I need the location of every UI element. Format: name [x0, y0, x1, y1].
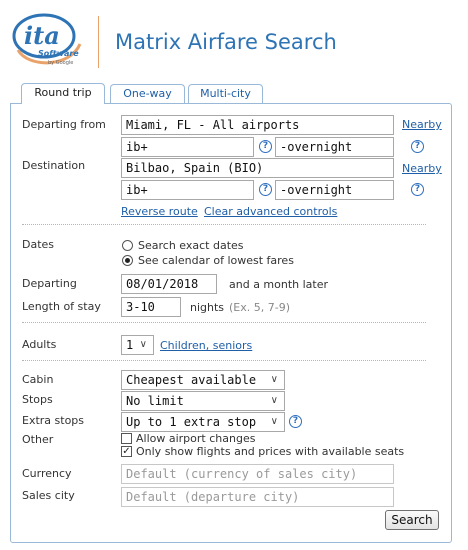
departing-date-input[interactable]: 08/01/2018: [121, 274, 217, 294]
chevron-down-icon: ∨: [139, 339, 147, 350]
svg-text:Software: Software: [38, 49, 79, 58]
cabin-select[interactable]: [121, 370, 285, 390]
tab-one-way[interactable]: One-way: [110, 84, 185, 103]
search-button[interactable]: Search: [385, 510, 439, 530]
destination-routing-input[interactable]: ib+: [121, 180, 254, 200]
adults-value: 1: [126, 338, 134, 352]
adults-label: Adults: [22, 338, 57, 351]
ita-software-logo: [10, 10, 90, 72]
logo-mark: ita: [24, 21, 60, 50]
departing-label: Departing: [22, 277, 77, 290]
departing-routing-input[interactable]: ib+: [121, 137, 254, 157]
calendar-label: See calendar of lowest fares: [138, 254, 294, 267]
other-label: Other: [22, 433, 54, 446]
allow-airport-changes-checkbox[interactable]: [121, 433, 132, 444]
exact-dates-label: Search exact dates: [138, 239, 244, 252]
currency-input[interactable]: Default (currency of sales city): [121, 464, 394, 484]
routing-help-icon[interactable]: ?: [259, 140, 272, 153]
children-seniors-link[interactable]: Children, seniors: [160, 339, 253, 352]
chevron-down-icon: ∨: [270, 395, 278, 406]
stops-value: No limit: [126, 394, 184, 408]
adults-select[interactable]: [121, 335, 154, 355]
tab-round-trip[interactable]: Round trip: [21, 83, 105, 104]
routing-help-icon[interactable]: ?: [259, 183, 272, 196]
departing-extension-input[interactable]: -overnight: [275, 137, 394, 157]
extra-stops-help-icon[interactable]: ?: [289, 415, 302, 428]
svg-text:by Google: by Google: [48, 60, 74, 66]
destination-extension-input[interactable]: -overnight: [275, 180, 394, 200]
extension-help-icon[interactable]: ?: [411, 183, 424, 196]
cabin-value: Cheapest available: [126, 373, 257, 387]
extra-stops-value: Up to 1 extra stop: [126, 415, 257, 429]
reverse-route-link[interactable]: Reverse route: [121, 205, 198, 218]
cabin-label: Cabin: [22, 373, 54, 386]
section-divider: [22, 360, 426, 361]
chevron-down-icon: ∨: [270, 416, 278, 427]
chevron-down-icon: ∨: [270, 374, 278, 385]
extra-stops-select[interactable]: [121, 412, 285, 432]
calendar-radio[interactable]: [122, 255, 133, 266]
extension-help-icon[interactable]: ?: [411, 140, 424, 153]
departing-suffix: and a month later: [229, 278, 329, 291]
length-of-stay-input[interactable]: 3-10: [121, 297, 181, 317]
sales-city-input[interactable]: Default (departure city): [121, 487, 394, 507]
clear-advanced-controls-link[interactable]: Clear advanced controls: [204, 205, 338, 218]
length-of-stay-label: Length of stay: [22, 300, 101, 313]
section-divider: [22, 322, 426, 323]
destination-label: Destination: [22, 159, 86, 172]
stops-select[interactable]: [121, 391, 285, 411]
length-of-stay-hint: (Ex. 5, 7-9): [229, 301, 290, 314]
currency-label: Currency: [22, 467, 72, 480]
exact-dates-radio[interactable]: [122, 240, 133, 251]
dates-label: Dates: [22, 238, 55, 251]
allow-airport-changes-label: Allow airport changes: [136, 432, 256, 445]
extra-stops-label: Extra stops: [22, 414, 85, 427]
departing-from-input[interactable]: Miami, FL - All airports: [121, 115, 394, 135]
nights-label: nights: [190, 301, 225, 314]
only-available-seats-label: Only show flights and prices with available seats: [136, 445, 405, 458]
stops-label: Stops: [22, 393, 53, 406]
destination-input[interactable]: Bilbao, Spain (BIO): [121, 158, 394, 178]
departing-nearby-link[interactable]: Nearby: [402, 118, 442, 131]
only-available-seats-checkbox[interactable]: ✓: [122, 446, 131, 457]
departing-from-label: Departing from: [22, 118, 106, 131]
tab-multi-city[interactable]: Multi-city: [188, 84, 263, 103]
header-divider: [98, 16, 99, 68]
destination-nearby-link[interactable]: Nearby: [402, 162, 442, 175]
section-divider: [22, 224, 426, 225]
sales-city-label: Sales city: [22, 489, 75, 502]
page-title: Matrix Airfare Search: [115, 30, 337, 54]
